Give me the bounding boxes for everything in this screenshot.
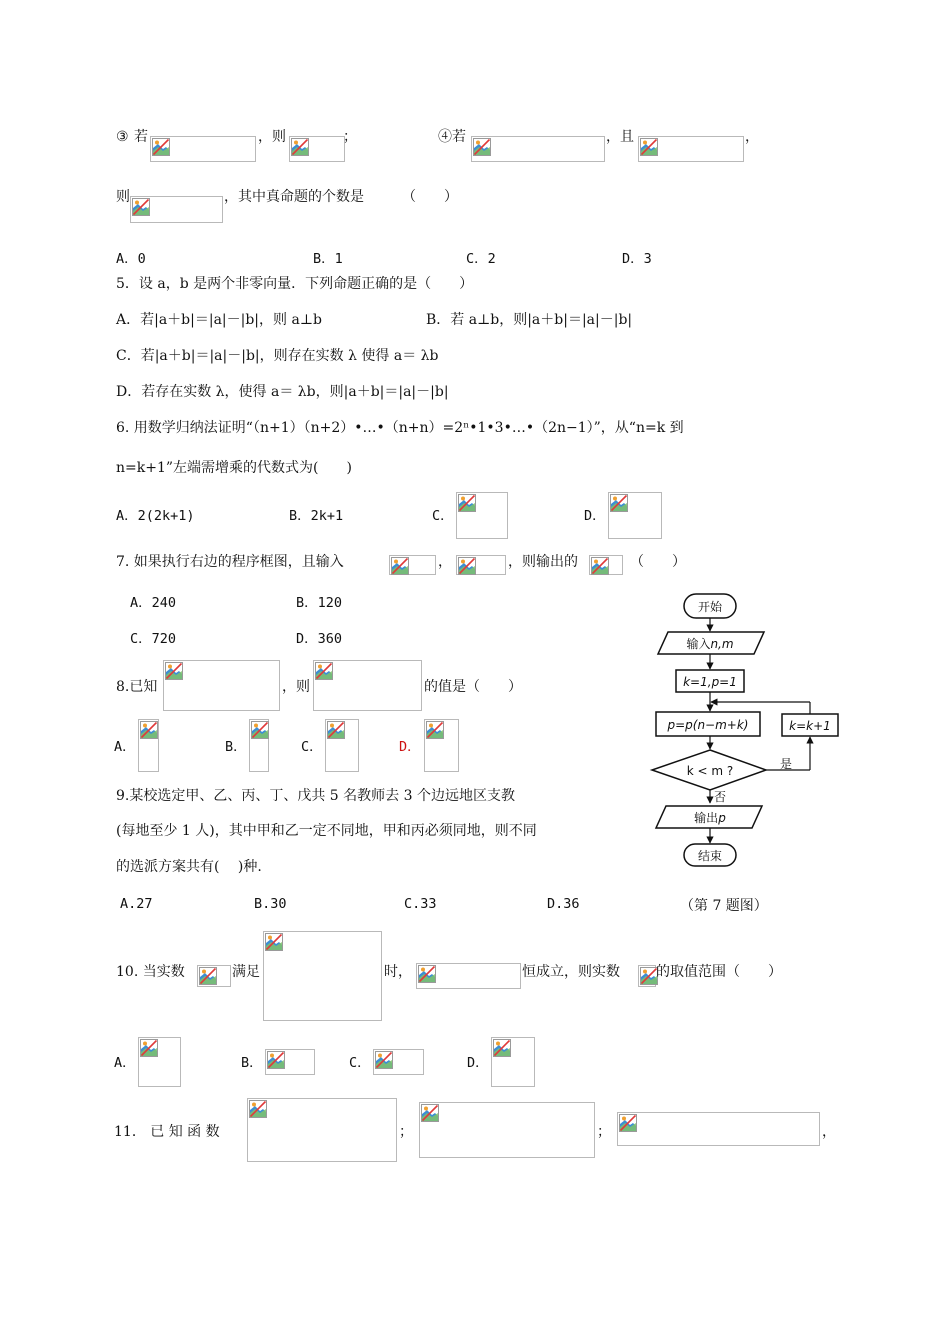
q6-line2: n=k+1”左端需增乘的代数式为( ) bbox=[116, 460, 352, 476]
q9-line1: 9.某校选定甲、乙、丙、丁、戊共 5 名教师去 3 个边远地区支教 bbox=[116, 788, 515, 804]
q4-qie: ，且 bbox=[606, 129, 634, 145]
flowchart-start-label: 开始 bbox=[697, 600, 723, 614]
broken-image-icon bbox=[458, 557, 476, 575]
q5-stem: 5．设 a，b 是两个非零向量．下列命题正确的是（ ） bbox=[116, 276, 474, 292]
broken-image-icon bbox=[152, 138, 170, 156]
q10-option-d: D． bbox=[467, 1055, 489, 1071]
q4-option-b: B．1 bbox=[313, 251, 343, 267]
broken-image-icon bbox=[375, 1051, 393, 1069]
q5-option-c: C．若|a＋b|＝|a|－|b|，则存在实数 λ 使得 a＝ λb bbox=[116, 348, 439, 364]
q4-ze: 则 bbox=[116, 189, 130, 205]
flowchart-increment-label: k=k+1 bbox=[789, 719, 831, 733]
formula-image bbox=[638, 136, 744, 162]
q10-stem: 10. 当实数 bbox=[116, 964, 185, 980]
broken-image-icon bbox=[619, 1114, 637, 1132]
formula-image bbox=[265, 1049, 315, 1075]
formula-image bbox=[130, 196, 223, 223]
q10-range: 的取值范围（ ） bbox=[656, 964, 782, 980]
q3-ze: ，则 bbox=[258, 129, 286, 145]
q8-known: 8.已知 bbox=[116, 679, 158, 695]
q11-semi-2: ； bbox=[597, 1124, 611, 1140]
formula-image bbox=[263, 931, 382, 1021]
q8-value: 的值是（ ） bbox=[424, 679, 522, 695]
q6-option-d: D． bbox=[584, 508, 606, 524]
formula-image bbox=[608, 492, 662, 539]
formula-image bbox=[313, 660, 422, 711]
q5-option-b: B．若 a⊥b，则|a＋b|＝|a|－|b| bbox=[426, 312, 633, 328]
broken-image-icon bbox=[391, 557, 409, 575]
formula-image bbox=[373, 1049, 424, 1075]
formula-image bbox=[456, 555, 506, 575]
flowchart-caption: （第 7 题图） bbox=[680, 898, 768, 914]
formula-image bbox=[138, 719, 159, 772]
broken-image-icon bbox=[315, 662, 333, 680]
q10-option-a: A． bbox=[114, 1055, 136, 1071]
q10-option-b: B． bbox=[241, 1055, 263, 1071]
flowchart-end-label: 结束 bbox=[697, 849, 723, 863]
broken-image-icon bbox=[418, 965, 436, 983]
broken-image-icon bbox=[199, 967, 217, 985]
broken-image-icon bbox=[291, 138, 309, 156]
q8-option-c: C． bbox=[301, 739, 323, 755]
q7-option-c: C．720 bbox=[130, 631, 177, 647]
flowchart-input-vars: n,m bbox=[710, 637, 734, 651]
flowchart-output-var: p bbox=[718, 811, 726, 825]
broken-image-icon bbox=[473, 138, 491, 156]
q7-stem: 7. 如果执行右边的程序框图，且输入 bbox=[116, 554, 344, 570]
q10-when: 时， bbox=[384, 964, 412, 980]
q5-option-a: A．若|a＋b|＝|a|－|b|，则 a⊥b bbox=[116, 312, 322, 328]
formula-image bbox=[289, 136, 345, 162]
q8-option-b: B． bbox=[225, 739, 247, 755]
broken-image-icon bbox=[140, 721, 158, 739]
broken-image-icon bbox=[426, 721, 444, 739]
q6-option-c: C． bbox=[432, 508, 454, 524]
formula-image bbox=[197, 965, 231, 987]
formula-image bbox=[150, 136, 256, 162]
broken-image-icon bbox=[251, 721, 269, 739]
formula-image bbox=[424, 719, 459, 772]
formula-image bbox=[389, 555, 436, 575]
q4-option-d: D．3 bbox=[622, 251, 652, 267]
q10-always: 恒成立，则实数 bbox=[522, 964, 620, 980]
q10-option-c: C． bbox=[349, 1055, 371, 1071]
q3-semi: ； bbox=[343, 129, 357, 145]
broken-image-icon bbox=[458, 494, 476, 512]
flowchart bbox=[648, 592, 840, 874]
broken-image-icon bbox=[267, 1051, 285, 1069]
formula-image bbox=[491, 1037, 535, 1087]
q9-option-d: D.36 bbox=[547, 896, 580, 912]
formula-image bbox=[325, 719, 359, 772]
q3-label-circ3: ③ bbox=[116, 129, 129, 145]
formula-image bbox=[456, 492, 508, 539]
q6-option-b: B．2k+1 bbox=[289, 508, 344, 524]
q6-line1: 6. 用数学归纳法证明“（n+1）（n+2）•…•（n+n）=2ⁿ•1•3•…•（2n−1）”，从“n=k 到 bbox=[116, 420, 684, 436]
q8-ze: ，则 bbox=[282, 679, 310, 695]
q3-ruo: 若 bbox=[134, 129, 148, 145]
q9-option-b: B.30 bbox=[254, 896, 287, 912]
formula-image bbox=[247, 1098, 397, 1162]
flowchart-update-label: p=p(n−m+k) bbox=[667, 718, 749, 732]
q9-option-a: A.27 bbox=[120, 896, 153, 912]
q7-option-a: A．240 bbox=[130, 595, 177, 611]
broken-image-icon bbox=[140, 1039, 158, 1057]
flowchart-yes-label: 是 bbox=[780, 757, 793, 771]
broken-image-icon bbox=[249, 1100, 267, 1118]
q11-semi-1: ； bbox=[399, 1124, 413, 1140]
q10-satisfy: 满足 bbox=[232, 964, 260, 980]
q7-option-d: D．360 bbox=[296, 631, 343, 647]
q9-line3: 的选派方案共有( )种. bbox=[116, 859, 262, 875]
q5-option-d: D．若存在实数 λ，使得 a＝ λb，则|a＋b|＝|a|－|b| bbox=[116, 384, 449, 400]
q4-answer-paren: （ ） bbox=[402, 189, 458, 205]
q11-stem: 11． 已 知 函 数 bbox=[114, 1124, 220, 1140]
q4-label-circ4: ④若 bbox=[438, 129, 466, 145]
q7-comma: ， bbox=[438, 554, 452, 570]
broken-image-icon bbox=[493, 1039, 511, 1057]
broken-image-icon bbox=[610, 494, 628, 512]
q7-stem-b: ，则输出的 bbox=[508, 554, 578, 570]
broken-image-icon bbox=[421, 1104, 439, 1122]
broken-image-icon bbox=[265, 933, 283, 951]
formula-image bbox=[589, 555, 623, 575]
formula-image bbox=[419, 1102, 595, 1158]
q9-option-c: C.33 bbox=[404, 896, 437, 912]
q4-option-a: A．0 bbox=[116, 251, 146, 267]
flowchart-output-text bbox=[694, 810, 726, 825]
flowchart-decision-label: k < m ? bbox=[686, 764, 734, 778]
q4-tail: ，其中真命题的个数是 bbox=[224, 189, 364, 205]
flowchart-input-label: 输入 bbox=[686, 637, 711, 651]
formula-image bbox=[163, 660, 280, 711]
q7-option-b: B．120 bbox=[296, 595, 343, 611]
broken-image-icon bbox=[591, 557, 609, 575]
broken-image-icon bbox=[327, 721, 345, 739]
flowchart-init-label: k=1,p=1 bbox=[683, 675, 737, 689]
flowchart-output-label: 输出 bbox=[694, 811, 719, 825]
broken-image-icon bbox=[640, 138, 658, 156]
q4-comma: ， bbox=[745, 129, 759, 145]
flowchart-input-text bbox=[686, 636, 733, 651]
flowchart-svg bbox=[648, 592, 840, 874]
q6-option-a: A．2(2k+1) bbox=[116, 508, 195, 524]
formula-image bbox=[249, 719, 269, 772]
broken-image-icon bbox=[165, 662, 183, 680]
formula-image bbox=[471, 136, 605, 162]
q11-comma: ， bbox=[822, 1124, 836, 1140]
q8-option-a: A． bbox=[114, 739, 136, 755]
formula-image bbox=[138, 1037, 181, 1087]
flowchart-no-label: 否 bbox=[714, 790, 727, 804]
broken-image-icon bbox=[132, 198, 150, 216]
q7-answer-paren: （ ） bbox=[630, 554, 686, 570]
q4-option-c: C．2 bbox=[466, 251, 496, 267]
formula-image bbox=[638, 965, 656, 987]
q8-option-d: D． bbox=[399, 739, 421, 755]
formula-image bbox=[617, 1112, 820, 1146]
formula-image bbox=[416, 963, 521, 989]
q9-line2: (每地至少 1 人)，其中甲和乙一定不同地，甲和丙必须同地，则不同 bbox=[116, 823, 537, 839]
